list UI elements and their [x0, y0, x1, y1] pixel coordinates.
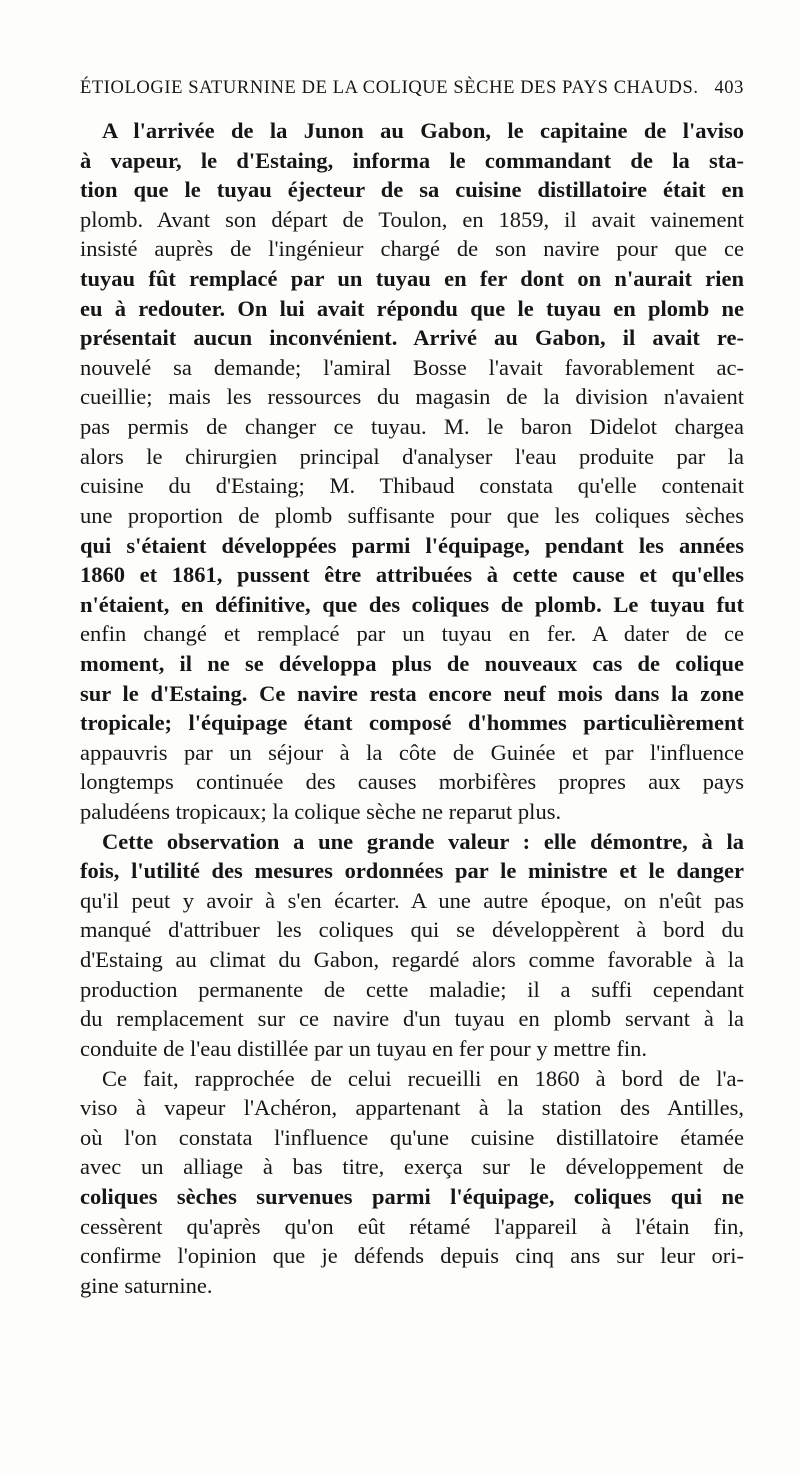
text-line: production permanente de cette maladie; il a suffi cependant — [80, 976, 744, 1002]
text-line: pas permis de changer ce tuyau. M. le baron Didelot chargea — [80, 414, 744, 440]
text-line: nouvelé sa demande; l'amiral Bosse l'avait favorablement ac- — [80, 354, 744, 380]
text-line: plomb. Avant son départ de Toulon, en 1859, il avait vainement — [80, 206, 744, 232]
text-line: fois, l'utilité des mesures ordonnées par le ministre et le danger — [80, 858, 744, 884]
text-line: Cette observation a une grande valeur : elle démontre, à la — [102, 828, 744, 854]
text-line: n'étaient, en définitive, que des coliques de plomb. Le tuyau fut — [80, 591, 744, 617]
paragraph — [80, 116, 744, 827]
text-line: conduite de l'eau distillée par un tuyau en fer pour y mettre fin. — [80, 1035, 647, 1061]
text-line: insisté auprès de l'ingénieur chargé de son navire pour que ce — [80, 236, 744, 262]
text-line: alors le chirurgien principal d'analyser l'eau produite par la — [80, 443, 744, 469]
text-line: qu'il peut y avoir à s'en écarter. A une autre époque, on n'eût pas — [80, 887, 744, 913]
text-line: présentait aucun inconvénient. Arrivé au Gabon, il avait re- — [80, 325, 744, 351]
text-line: enfin changé et remplacé par un tuyau en fer. A dater de ce — [80, 621, 744, 647]
paragraph — [80, 1064, 744, 1301]
text-line: qui s'étaient développées parmi l'équipage, pendant les années — [80, 532, 744, 558]
body-text — [80, 116, 744, 1300]
text-line: eu à redouter. On lui avait répondu que le tuyau en plomb ne — [80, 295, 744, 321]
text-line: coliques sèches survenues parmi l'équipage, coliques qui ne — [80, 1183, 744, 1209]
paragraph — [80, 827, 744, 1064]
text-line: 1860 et 1861, pussent être attribuées à cette cause et qu'elles — [80, 562, 744, 588]
running-head-title: ÉTIOLOGIE SATURNINE DE LA COLIQUE SÈCHE DES PAYS CHAUDS. — [80, 78, 699, 98]
text-line: tion que le tuyau éjecteur de sa cuisine distillatoire était en — [80, 177, 744, 203]
text-line: avec un alliage à bas titre, exerça sur le développement de — [80, 1154, 744, 1180]
text-line: cessèrent qu'après qu'on eût rétamé l'appareil à l'étain fin, — [80, 1213, 744, 1239]
text-line: une proportion de plomb suffisante pour que les coliques sèches — [80, 502, 744, 528]
text-line: appauvris par un séjour à la côte de Guinée et par l'influence — [80, 739, 744, 765]
text-line: paludéens tropicaux; la colique sèche ne reparut plus. — [80, 799, 562, 825]
text-line: cueillie; mais les ressources du magasin de la division n'avaient — [80, 384, 744, 410]
text-line: tuyau fût remplacé par un tuyau en fer dont on n'aurait rien — [80, 266, 744, 292]
text-line: tropicale; l'équipage étant composé d'hommes particulièrement — [80, 710, 744, 736]
text-line: gine saturnine. — [80, 1272, 213, 1298]
text-line: viso à vapeur l'Achéron, appartenant à la station des Antilles, — [80, 1095, 744, 1121]
text-line: A l'arrivée de la Junon au Gabon, le capitaine de l'aviso — [102, 118, 744, 143]
text-line: confirme l'opinion que je défends depuis cinq ans sur leur ori- — [80, 1243, 744, 1269]
text-line: Ce fait, rapprochée de celui recueilli en 1860 à bord de l'a- — [102, 1065, 744, 1091]
running-head — [80, 74, 744, 106]
text-line: cuisine du d'Estaing; M. Thibaud constata qu'elle contenait — [80, 473, 744, 499]
text-line: d'Estaing au climat du Gabon, regardé alors comme favorable à la — [80, 947, 744, 973]
text-line: longtemps continuée des causes morbifères propres aux pays — [80, 769, 744, 795]
text-line: moment, il ne se développa plus de nouveaux cas de colique — [80, 650, 744, 676]
text-line: à vapeur, le d'Estaing, informa le commandant de la sta- — [80, 147, 744, 173]
page-number: 403 — [714, 78, 744, 98]
text-line: sur le d'Estaing. Ce navire resta encore neuf mois dans la zone — [80, 680, 744, 706]
text-line: du remplacement sur ce navire d'un tuyau en plomb servant à la — [80, 1006, 744, 1032]
text-line: manqué d'attribuer les coliques qui se développèrent à bord du — [80, 917, 744, 943]
text-line: où l'on constata l'influence qu'une cuisine distillatoire étamée — [80, 1124, 744, 1150]
